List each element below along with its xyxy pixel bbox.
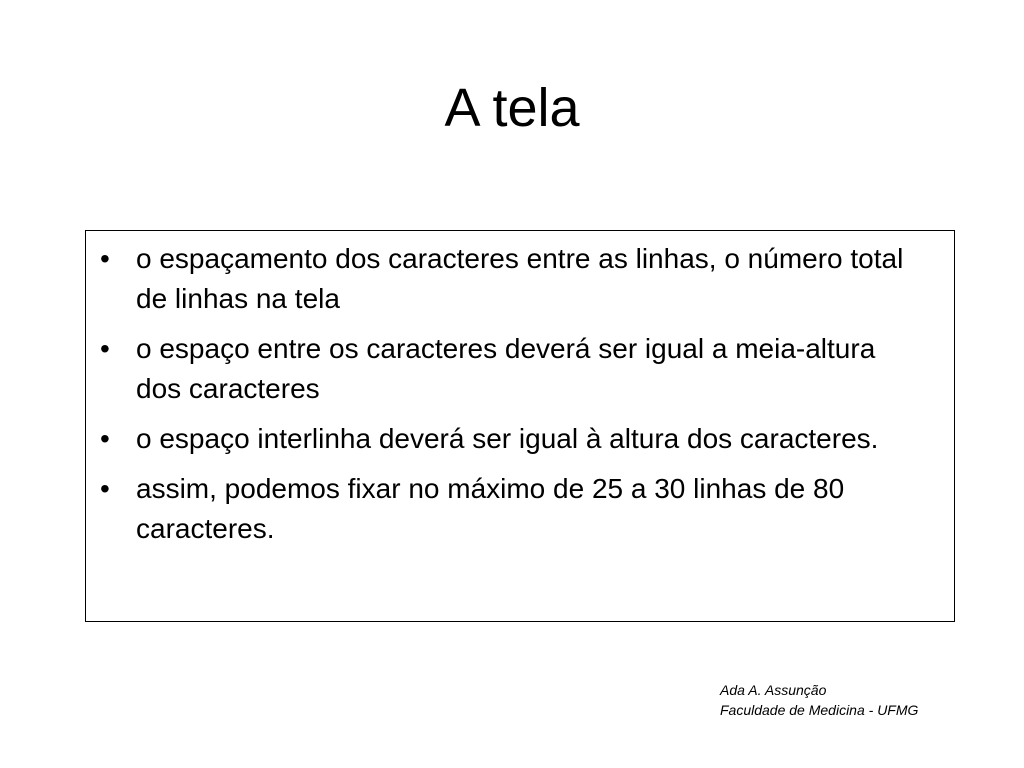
bullet-icon: • <box>100 473 110 504</box>
bullet-list <box>98 239 918 559</box>
bullet-icon: • <box>100 423 110 454</box>
bullet-text: o espaço entre os caracteres deverá ser igual a meia-altura dos caracteres <box>136 333 876 404</box>
bullet-item <box>98 239 918 319</box>
footer-author: Ada A. Assunção <box>720 682 827 698</box>
bullet-item <box>98 469 918 549</box>
bullet-text: o espaçamento dos caracteres entre as linhas, o número total de linhas na tela <box>136 243 904 314</box>
footer-credit <box>720 680 918 720</box>
footer-institution: Faculdade de Medicina - UFMG <box>720 702 919 718</box>
slide-title: A tela <box>444 78 580 138</box>
bullet-text: o espaço interlinha deverá ser igual à altura dos caracteres. <box>136 423 879 454</box>
bullet-icon: • <box>100 243 110 274</box>
bullet-text: assim, podemos fixar no máximo de 25 a 30 linhas de 80 caracteres. <box>136 473 845 544</box>
bullet-item <box>98 419 918 459</box>
content-box <box>85 230 955 622</box>
bullet-icon: • <box>100 333 110 364</box>
bullet-item <box>98 329 918 409</box>
